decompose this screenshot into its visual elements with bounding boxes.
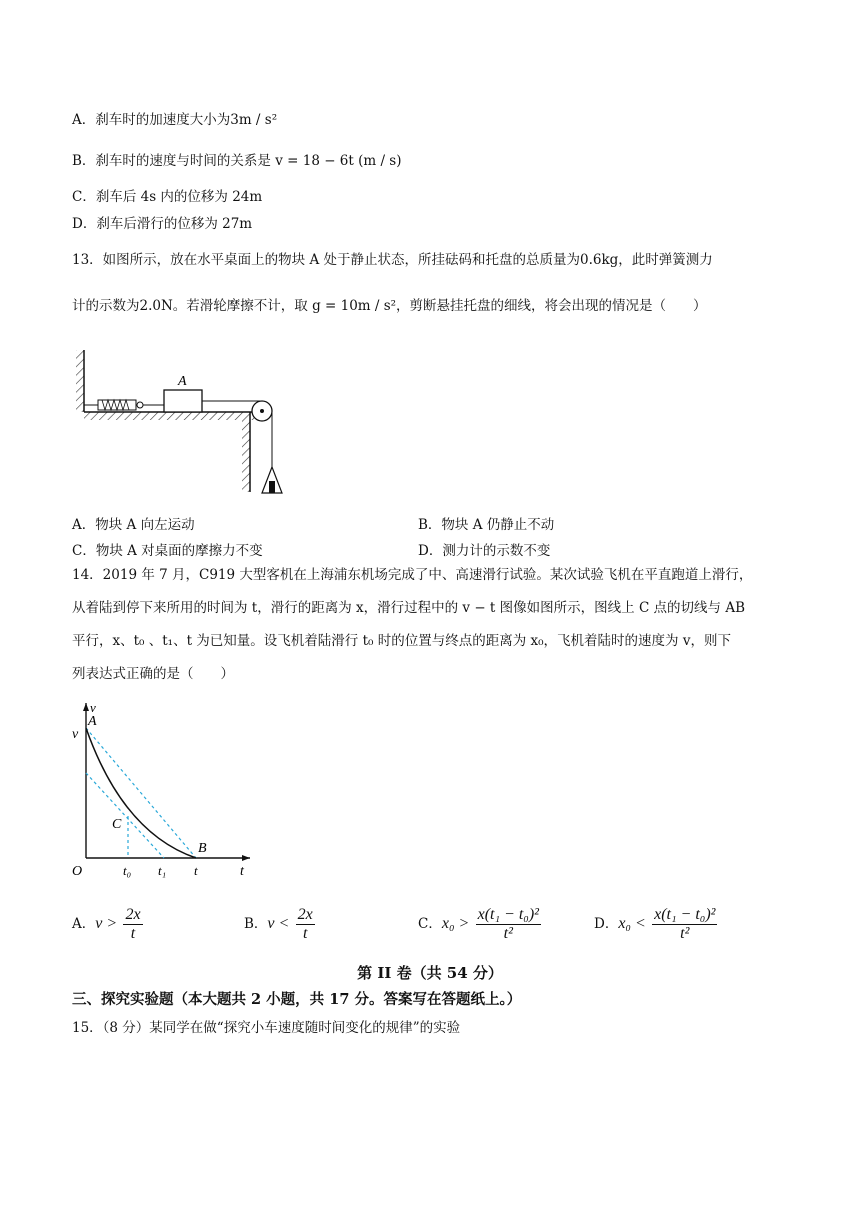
q13-stem-line2: 计的示数为2.0N。若滑轮摩擦不计，取 g = 10m / s²，剪断悬挂托盘的细线，将会出现的情况是（ ）	[72, 298, 707, 314]
q13-figure	[72, 345, 292, 500]
q14-stem-line3: 平行，x、t₀ 、t₁、t 为已知量。设飞机着陆滑行 t₀ 时的位置与终点的距离为 x₀，飞机着陆时的速度为 v，则下	[72, 633, 731, 649]
q14-option-a: A．v > $\frac{2x}{t}$	[72, 906, 141, 942]
q14-stem-line4: 列表达式正确的是（ ）	[72, 666, 234, 682]
q14-vt-graph	[68, 698, 258, 883]
q14-stem-line2: 从着陆到停下来所用的时间为 t，滑行的距离为 x，滑行过程中的 v − t 图像如图所示，图线上 C 点的切线与 AB	[72, 600, 746, 616]
axis-label-v: v	[90, 700, 96, 715]
q13-option-d: D．测力计的示数不变	[418, 543, 551, 559]
q15-stem: 15．（8 分）某同学在做“探究小车速度随时间变化的规律”的实验	[72, 1020, 461, 1036]
tick-label-t: t	[194, 863, 198, 878]
block-a	[164, 390, 202, 412]
point-b-label: B	[198, 841, 207, 856]
q12-option-b: B．刹车时的速度与时间的关系是 v = 18 − 6t (m / s)	[72, 153, 402, 169]
point-a-label: A	[88, 714, 97, 729]
section2-title: 第 II 卷（共 54 分）	[357, 964, 503, 982]
q14-stem-line1: 14．2019 年 7 月，C919 大型客机在上海浦东机场完成了中、高速滑行试验。某次试验飞机在平直跑道上滑行，	[72, 567, 753, 583]
tick-label-t0: t₀	[123, 863, 132, 878]
q14-option-d: D．x₀ < $\frac{\text{x(t₁ − t₀)²}}{\text{t²}}$	[594, 906, 716, 942]
q14-option-c: C．x₀ > $\frac{\text{x(t₁ − t₀)²}}{\text{t²}}$	[418, 906, 539, 942]
q12-option-c: C．刹车后 4s 内的位移为 24m	[72, 189, 263, 205]
tick-label-v: v	[72, 727, 79, 742]
q12-option-d: D．刹车后滑行的位移为 27m	[72, 216, 253, 232]
origin-label: O	[72, 864, 83, 879]
block-a-label: A	[178, 374, 187, 389]
q12-option-a: A．刹车时的加速度大小为3m / s²	[72, 112, 278, 128]
q13-option-a: A．物块 A 向左运动	[72, 517, 195, 533]
section3-heading: 三、探究实验题（本大题共 2 小题，共 17 分。答案写在答题纸上。）	[72, 991, 522, 1008]
q13-option-b: B．物块 A 仍静止不动	[418, 517, 555, 533]
axis-label-t: t	[240, 864, 244, 879]
q13-stem-line1: 13．如图所示，放在水平桌面上的物块 A 处于静止状态，所挂砝码和托盘的总质量为0.6kg，此时弹簧测力	[72, 252, 713, 268]
q13-option-c: C．物块 A 对桌面的摩擦力不变	[72, 543, 263, 559]
tick-label-t1: t₁	[158, 863, 167, 878]
q14-option-b: B．v < $\frac{2x}{t}$	[244, 906, 313, 942]
point-c-label: C	[112, 817, 122, 832]
